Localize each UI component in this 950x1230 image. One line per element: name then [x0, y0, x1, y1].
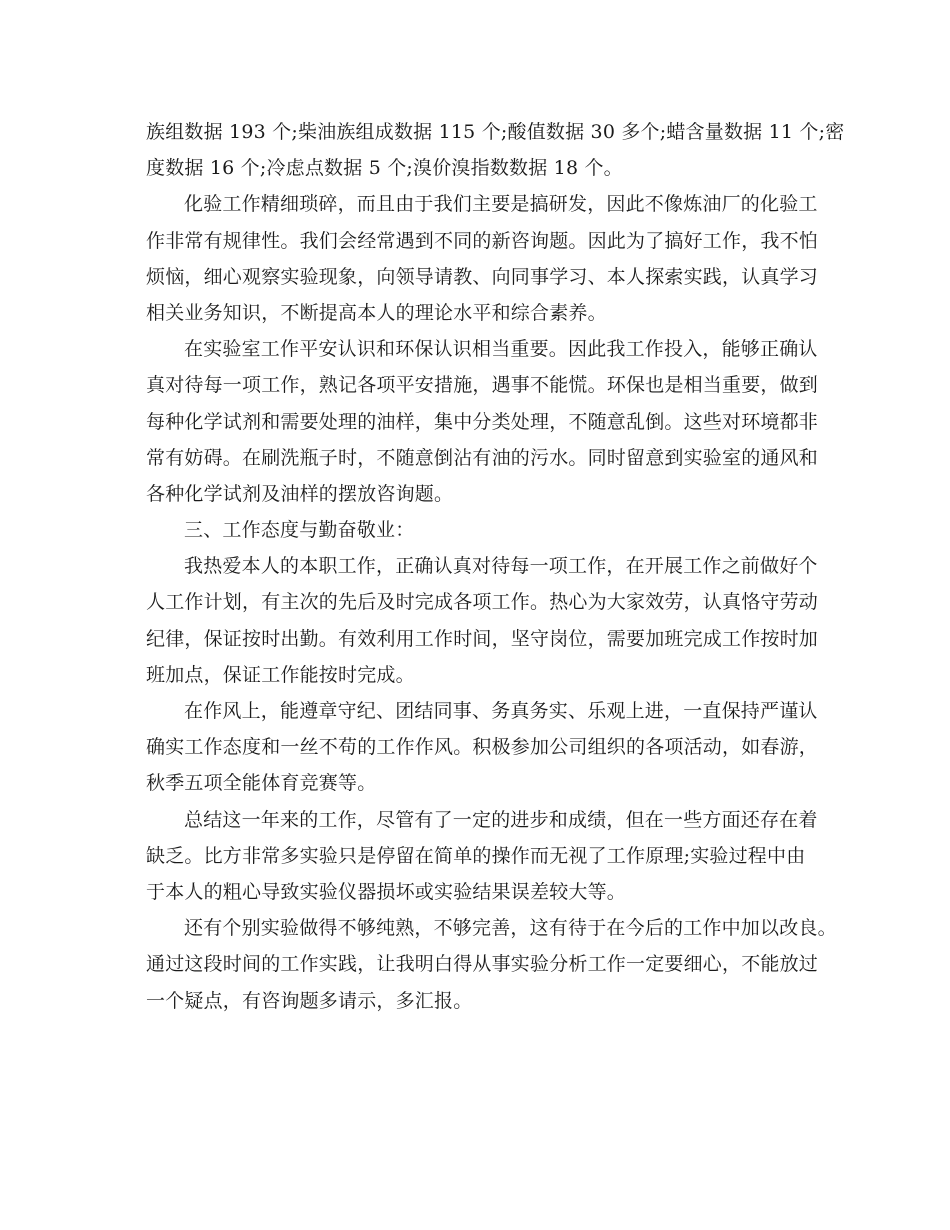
text-line: 族组数据 193 个;柴油族组成数据 115 个;酸值数据 30 多个;蜡含量数据 11 个;密	[146, 121, 845, 143]
paragraph-first-line: 我热爱本人的本职工作，正确认真对待每一项工作，在开展工作之前做好个	[184, 555, 818, 578]
text-line: 烦恼，细心观察实验现象，向领导请教、向同事学习、本人探索实践，认真学习	[146, 265, 819, 288]
paragraph-first-line: 在实验室工作平安认识和环保认识相当重要。因此我工作投入，能够正确认	[184, 338, 818, 361]
section-heading: 三、工作态度与勤奋敬业：	[184, 519, 415, 542]
text-line: 相关业务知识，不断提高本人的理论水平和综合素养。	[146, 301, 607, 324]
text-line: 纪律，保证按时出勤。有效利用工作时间，坚守岗位，需要加班完成工作按时加	[146, 627, 819, 650]
text-line: 于本人的粗心导致实验仪器损坏或实验结果误差较大等。	[146, 880, 627, 903]
text-line: 常有妨碍。在刷洗瓶子时，不随意倒沾有油的污水。同时留意到实验室的通风和	[146, 446, 819, 469]
text-line: 通过这段时间的工作实践，让我明白得从事实验分析工作一定要细心，不能放过	[146, 953, 819, 976]
paragraph-first-line: 化验工作精细琐碎，而且由于我们主要是搞研发，因此不像炼油厂的化验工	[184, 193, 818, 216]
text-line: 确实工作态度和一丝不苟的工作作风。积极参加公司组织的各项活动，如春游，	[146, 736, 819, 759]
text-line: 人工作计划，有主次的先后及时完成各项工作。热心为大家效劳，认真恪守劳动	[146, 591, 819, 614]
text-line: 一个疑点，有咨询题多请示，多汇报。	[146, 989, 473, 1012]
paragraph-first-line: 总结这一年来的工作，尽管有了一定的进步和成绩，但在一些方面还存在着	[184, 808, 818, 831]
text-line: 秋季五项全能体育竞赛等。	[146, 772, 377, 795]
text-line: 班加点，保证工作能按时完成。	[146, 663, 415, 686]
text-line: 真对待每一项工作，熟记各项平安措施，遇事不能慌。环保也是相当重要，做到	[146, 374, 819, 397]
body-text	[146, 118, 845, 1023]
paragraph-first-line: 还有个别实验做得不够纯熟，不够完善，这有待于在今后的工作中加以改良。	[184, 917, 837, 940]
text-line: 缺乏。比方非常多实验只是停留在简单的操作而无视了工作原理;实验过程中由	[146, 844, 806, 867]
text-line: 作非常有规律性。我们会经常遇到不同的新咨询题。因此为了搞好工作，我不怕	[146, 229, 819, 252]
text-line: 各种化学试剂及油样的摆放咨询题。	[146, 482, 454, 505]
paragraph-first-line: 在作风上，能遵章守纪、团结同事、务真务实、乐观上进，一直保持严谨认	[184, 700, 818, 722]
text-line: 每种化学试剂和需要处理的油样，集中分类处理，不随意乱倒。这些对环境都非	[146, 410, 819, 433]
text-line: 度数据 16 个;冷虑点数据 5 个;溴价溴指数数据 18 个。	[146, 157, 623, 180]
